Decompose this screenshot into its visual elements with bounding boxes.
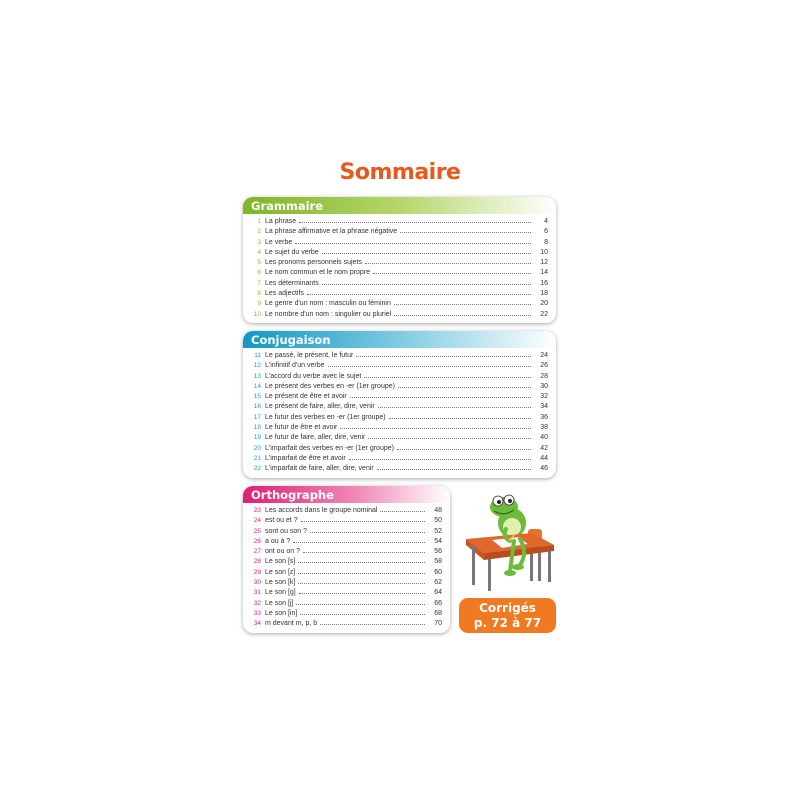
toc-leader-dots [364,371,531,378]
toc-row [251,556,442,566]
toc-page-number: 46 [540,465,548,473]
toc-label: Le présent de être et avoir [265,393,347,401]
toc-leader-dots [298,577,425,584]
frog-at-desk-icon [462,493,558,593]
toc-row [251,536,442,546]
toc-page-number: 56 [434,548,442,556]
toc-label: Le présent de faire, aller, dire, venir [265,403,375,411]
toc-number: 27 [253,548,261,556]
toc-label: Le passé, le présent, le futur [265,352,354,359]
toc-row [251,371,548,381]
toc-page-number: 42 [540,444,548,452]
toc-label: Le futur de être et avoir [265,424,338,432]
orthographe-heading [243,486,450,503]
toc-leader-dots [299,216,531,223]
toc-number: 15 [253,393,261,401]
toc-page-number: 70 [434,620,442,628]
toc-label: Les déterminants [265,279,319,287]
corriges-badge [459,598,556,633]
toc-row [251,567,442,577]
toc-leader-dots [295,237,531,244]
toc-label: Le futur de faire, aller, dire, venir [265,434,366,442]
toc-label: L'infinitif d'un verbe [265,362,325,370]
toc-page-number: 28 [540,372,548,380]
toc-leader-dots [377,463,531,470]
toc-leader-dots [400,226,531,233]
toc-page-number: 10 [540,248,548,256]
toc-label: Le nombre d'un nom : singulier ou pluriel [265,310,392,318]
toc-number: 20 [253,444,261,452]
toc-label: Les accords dans le groupe nominal [265,507,378,514]
toc-page-number: 24 [540,352,548,359]
toc-page-number: 52 [434,527,442,535]
toc-number: 30 [253,579,261,587]
toc-page-number: 50 [434,517,442,525]
toc-label: sont ou son ? [265,527,308,535]
toc-number: 31 [253,589,261,597]
toc-row [251,443,548,453]
toc-leader-dots [394,298,531,305]
toc-row [251,432,548,442]
toc-row [251,298,548,308]
toc-page-number: 22 [540,310,548,318]
toc-page-number: 14 [540,269,548,277]
toc-row [251,237,548,247]
toc-leader-dots [298,556,425,563]
toc-leader-dots [350,391,531,398]
toc-page-number: 32 [540,393,548,401]
toc-row [251,309,548,319]
toc-page-number: 16 [540,279,548,287]
toc-row [251,401,548,411]
orthographe-list [243,503,450,629]
toc-page-number: 8 [544,238,548,246]
toc-page-number: 62 [434,579,442,587]
toc-row [251,546,442,556]
toc-row [251,515,442,525]
conjugaison-panel [243,331,556,478]
toc-row [251,360,548,370]
toc-leader-dots [349,453,531,460]
toc-leader-dots [340,422,531,429]
toc-number: 2 [257,228,261,236]
toc-page-number: 60 [434,568,442,576]
toc-number: 33 [253,609,261,617]
toc-row [251,453,548,463]
toc-leader-dots [301,515,425,522]
toc-page-number: 12 [540,259,548,267]
toc-number: 25 [253,527,261,535]
toc-label: Le son [k] [265,579,296,587]
toc-number: 9 [257,300,261,308]
toc-leader-dots [303,546,425,553]
toc-number: 34 [253,620,261,628]
toc-row [251,247,548,257]
toc-number: 12 [253,362,261,370]
toc-row [251,216,548,226]
toc-leader-dots [322,278,531,285]
toc-row [251,278,548,288]
toc-leader-dots [298,567,425,574]
toc-row [251,618,442,628]
toc-page-number: 36 [540,413,548,421]
page-title: Sommaire [339,160,461,185]
grammaire-panel [243,197,556,323]
toc-number: 21 [253,454,261,462]
toc-row [251,412,548,422]
toc-leader-dots [378,401,531,408]
toc-label: Le verbe [265,238,293,246]
toc-page-number: 64 [434,589,442,597]
toc-page-number: 34 [540,403,548,411]
toc-leader-dots [365,257,531,264]
toc-number: 3 [257,238,261,246]
toc-row [251,598,442,608]
toc-row [251,608,442,618]
toc-page-number: 48 [434,507,442,514]
toc-number: 4 [257,248,261,256]
toc-number: 14 [253,382,261,390]
toc-page-number: 4 [544,218,548,225]
toc-label: Les adjectifs [265,290,304,298]
toc-leader-dots [389,412,531,419]
toc-leader-dots [310,526,425,533]
toc-leader-dots [322,247,531,254]
toc-row [251,226,548,236]
toc-leader-dots [300,608,425,615]
toc-leader-dots [380,505,425,512]
toc-row [251,422,548,432]
conjugaison-heading-label: Conjugaison [251,332,331,347]
toc-label: Le son [s] [265,558,296,566]
toc-number: 10 [253,310,261,318]
toc-number: 23 [253,507,261,514]
toc-number: 24 [253,517,261,525]
toc-leader-dots [373,267,531,274]
toc-page-number: 54 [434,537,442,545]
orthographe-heading-label: Orthographe [251,487,334,502]
toc-page-number: 44 [540,454,548,462]
toc-number: 13 [253,372,261,380]
toc-label: L'imparfait de être et avoir [265,454,346,462]
toc-row [251,505,442,515]
toc-leader-dots [394,309,531,316]
toc-label: Le sujet du verbe [265,248,319,256]
toc-number: 32 [253,599,261,607]
toc-page-number: 6 [544,228,548,236]
toc-page-number: 30 [540,382,548,390]
toc-label: Le son [z] [265,568,296,576]
toc-row [251,577,442,587]
toc-label: La phrase affirmative et la phrase négative [265,228,398,236]
toc-label: Le genre d'un nom : masculin ou féminin [265,300,391,308]
toc-label: Le nom commun et le nom propre [265,269,371,277]
orthographe-panel [243,486,450,633]
toc-label: est ou et ? [265,517,298,525]
toc-number: 18 [253,424,261,432]
toc-number: 17 [253,413,261,421]
toc-leader-dots [328,360,532,367]
grammaire-list [243,214,556,319]
toc-page-number: 26 [540,362,548,370]
toc-page-number: 68 [434,609,442,617]
toc-label: L'imparfait des verbes en -er (1er groupe) [265,444,394,452]
toc-label: m devant m, p, b [265,620,318,628]
toc-row [251,381,548,391]
corriges-line-2: p. 72 à 77 [473,616,542,630]
toc-number: 19 [253,434,261,442]
conjugaison-heading [243,331,556,348]
toc-number: 26 [253,537,261,545]
toc-label: ont ou on ? [265,548,301,556]
toc-label: Le son [g] [265,589,296,597]
toc-leader-dots [398,381,531,388]
toc-page-number: 38 [540,424,548,432]
toc-label: Le futur des verbes en -er (1er groupe) [265,413,386,421]
toc-leader-dots [293,536,425,543]
toc-row [251,463,548,473]
toc-leader-dots [320,618,425,625]
toc-number: 6 [257,269,261,277]
toc-row [251,587,442,597]
toc-label: La phrase [265,218,297,225]
toc-page-number: 66 [434,599,442,607]
toc-leader-dots [299,587,425,594]
toc-row [251,526,442,536]
toc-leader-dots [307,288,531,295]
toc-row [251,257,548,267]
toc-page-number: 58 [434,558,442,566]
toc-number: 1 [257,218,261,225]
toc-row [251,391,548,401]
toc-page-number: 40 [540,434,548,442]
toc-number: 16 [253,403,261,411]
toc-number: 8 [257,290,261,298]
toc-leader-dots [397,443,531,450]
toc-page-number: 18 [540,290,548,298]
conjugaison-list [243,348,556,474]
toc-row [251,288,548,298]
toc-row [251,267,548,277]
toc-leader-dots [356,350,531,357]
toc-label: Le son [j] [265,599,294,607]
toc-label: Les pronoms personnels sujets [265,259,362,267]
toc-number: 28 [253,558,261,566]
toc-number: 29 [253,568,261,576]
toc-row [251,350,548,360]
grammaire-heading-label: Grammaire [251,198,324,213]
toc-label: a ou à ? [265,537,291,545]
toc-number: 7 [257,279,261,287]
toc-number: 22 [253,465,261,473]
toc-label: L'imparfait de faire, aller, dire, venir [265,465,374,473]
toc-leader-dots [368,432,531,439]
toc-label: Le son [in] [265,609,298,617]
toc-leader-dots [296,598,425,605]
toc-label: L'accord du verbe avec le sujet [265,372,362,380]
grammaire-heading [243,197,556,214]
toc-number: 11 [254,352,261,359]
corriges-line-1: Corrigés [479,601,536,615]
toc-page-number: 20 [540,300,548,308]
toc-number: 5 [257,259,261,267]
toc-label: Le présent des verbes en -er (1er groupe) [265,382,395,390]
